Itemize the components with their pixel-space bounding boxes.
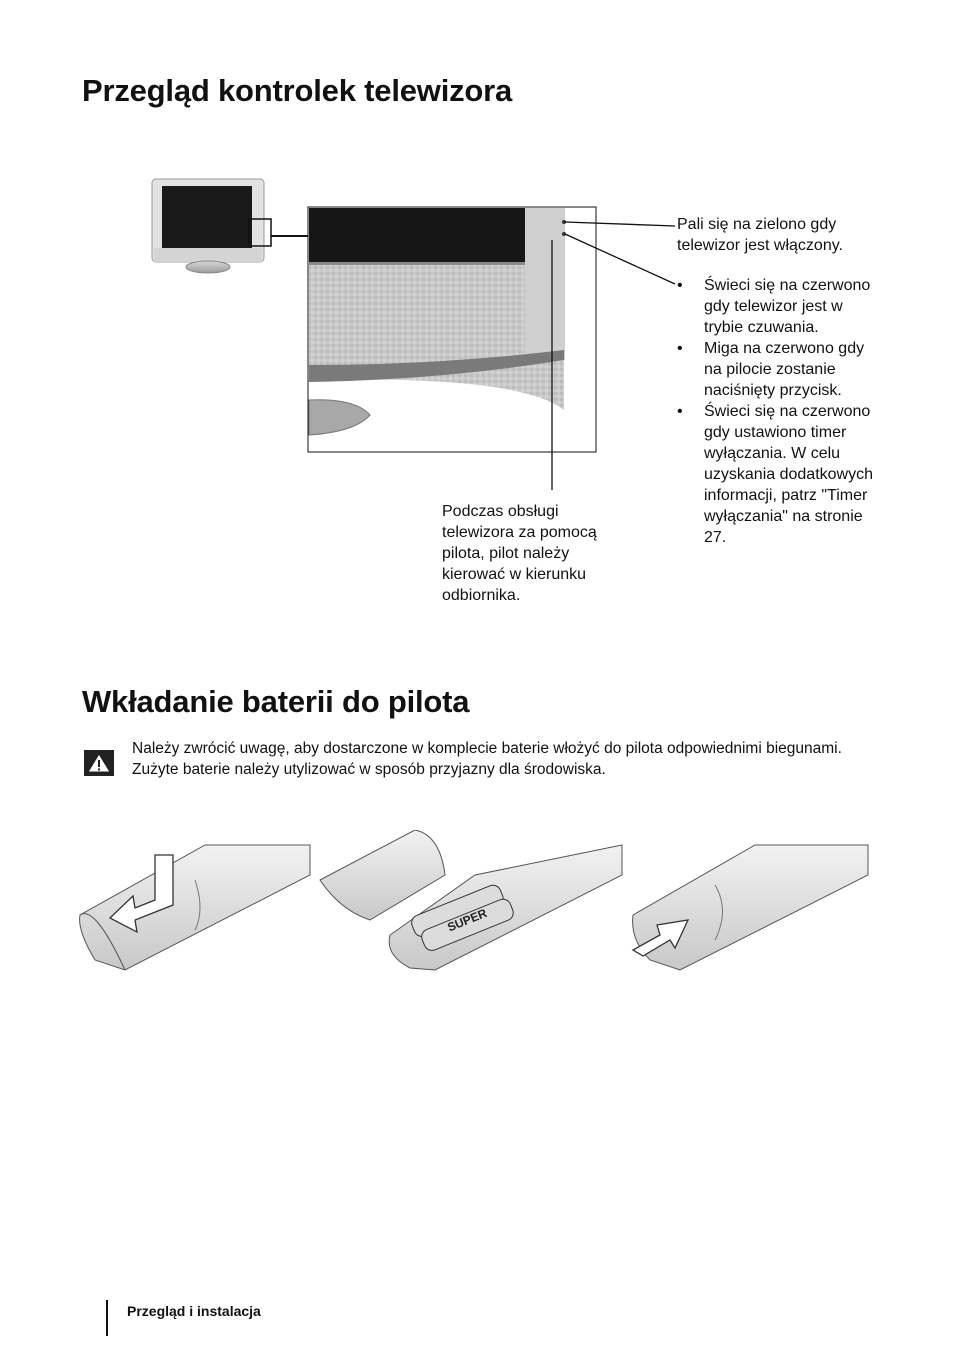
callout-standby-item: • Świeci się na czerwono gdy ustawiono timer wyłączania. W celu uzyskania dodatkowych informacji, patrz "Timer wyłączania" na stronie 27. xyxy=(677,401,882,548)
remote-step-1 xyxy=(80,845,310,970)
remote-step-2 xyxy=(320,830,622,970)
callout-standby-led-list xyxy=(677,275,882,548)
tv-illustration xyxy=(140,170,680,490)
callout-standby-item: • Świeci się na czerwono gdy telewizor jest w trybie czuwania. xyxy=(677,275,882,338)
tv-closeup xyxy=(308,207,596,452)
battery-label: SUPER xyxy=(445,905,489,935)
warning-line-1: Należy zwrócić uwagę, aby dostarczone w komplecie baterie włożyć do pilota odpowiednimi biegunami. xyxy=(132,740,842,757)
footer-section-label: Przegląd i instalacja xyxy=(127,1303,261,1319)
section-title-batteries: Wkładanie baterii do pilota xyxy=(82,684,470,719)
callout-power-led: Pali się na zielono gdy telewizor jest włączony. xyxy=(677,216,843,254)
remote-step-3 xyxy=(633,845,868,970)
battery-insertion-illustration xyxy=(75,830,875,980)
callout-remote-sensor: Podczas obsługi telewizora za pomocą pilota, pilot należy kierować w kierunku odbiornika. xyxy=(442,503,597,604)
warning-line-2: Zużyte baterie należy utylizować w sposób przyjazny dla środowiska. xyxy=(132,761,606,778)
section-title-controls: Przegląd kontrolek telewizora xyxy=(82,73,513,108)
footer-rule xyxy=(106,1300,108,1336)
callout-standby-item: • Miga na czerwono gdy na pilocie zostanie naciśnięty przycisk. xyxy=(677,338,882,401)
small-tv-icon xyxy=(152,179,310,273)
warning-text xyxy=(132,738,872,780)
warning-triangle-icon xyxy=(84,750,114,776)
